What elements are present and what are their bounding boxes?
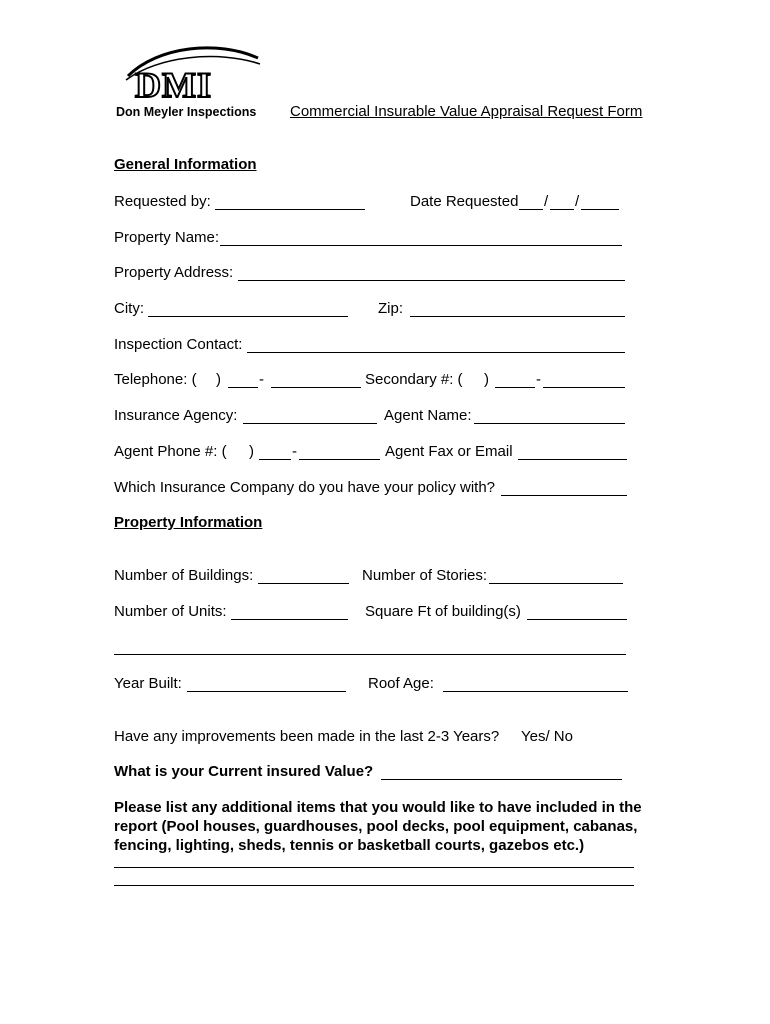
zip-label: Zip: xyxy=(378,300,404,317)
secondary-number-field[interactable] xyxy=(543,387,625,388)
agent-fax-field[interactable] xyxy=(518,459,627,460)
roof-age-field[interactable] xyxy=(443,691,628,692)
agent-phone-dash: - xyxy=(292,443,297,460)
secondary-label: Secondary #: ( xyxy=(365,371,463,388)
city-field[interactable] xyxy=(148,316,348,317)
agent-name-field[interactable] xyxy=(474,423,625,424)
zip-field[interactable] xyxy=(410,316,625,317)
form-title: Commercial Insurable Value Appraisal Request Form xyxy=(290,103,643,120)
number-of-units-field[interactable] xyxy=(231,619,348,620)
telephone-close-paren: ) xyxy=(216,371,221,388)
telephone-label: Telephone: ( xyxy=(114,371,197,388)
secondary-dash: - xyxy=(536,371,541,388)
telephone-dash: - xyxy=(259,371,264,388)
square-ft-label: Square Ft of building(s) xyxy=(365,603,521,620)
additional-items-field-2[interactable] xyxy=(114,885,634,886)
telephone-number-field[interactable] xyxy=(271,387,361,388)
roof-age-label: Roof Age: xyxy=(368,675,434,692)
agent-phone-number-field[interactable] xyxy=(299,459,380,460)
insurance-agency-label: Insurance Agency: xyxy=(114,407,238,424)
property-information-heading: Property Information xyxy=(114,514,263,531)
extra-property-line[interactable] xyxy=(114,654,626,655)
insurance-agency-field[interactable] xyxy=(243,423,377,424)
date-year-field[interactable] xyxy=(581,209,619,210)
number-of-stories-field[interactable] xyxy=(489,583,623,584)
property-name-field[interactable] xyxy=(220,245,622,246)
agent-phone-prefix-field[interactable] xyxy=(259,459,291,460)
year-built-field[interactable] xyxy=(187,691,346,692)
improvements-question: Have any improvements been made in the last 2-3 Years? xyxy=(114,728,500,745)
insurance-company-label: Which Insurance Company do you have your policy with? xyxy=(114,479,496,496)
company-logo xyxy=(118,40,268,110)
date-day-field[interactable] xyxy=(550,209,574,210)
insured-value-field[interactable] xyxy=(381,779,622,780)
number-of-buildings-field[interactable] xyxy=(258,583,349,584)
requested-by-label: Requested by: xyxy=(114,193,211,210)
requested-by-field[interactable] xyxy=(215,209,365,210)
number-of-stories-label: Number of Stories: xyxy=(362,567,488,584)
dmi-logo-mark xyxy=(118,40,268,110)
property-address-label: Property Address: xyxy=(114,264,234,281)
secondary-prefix-field[interactable] xyxy=(495,387,535,388)
agent-fax-label: Agent Fax or Email xyxy=(385,443,513,460)
improvements-yes-no[interactable]: Yes/ No xyxy=(521,728,573,745)
square-ft-field[interactable] xyxy=(527,619,627,620)
agent-phone-label: Agent Phone #: ( xyxy=(114,443,227,460)
additional-items-line-3: fencing, lighting, sheds, tennis or basketball courts, gazebos etc.) xyxy=(114,837,585,854)
year-built-label: Year Built: xyxy=(114,675,182,692)
inspection-contact-field[interactable] xyxy=(247,352,625,353)
agent-phone-close-paren: ) xyxy=(249,443,254,460)
insured-value-label: What is your Current insured Value? xyxy=(114,763,374,780)
date-slash-2: / xyxy=(575,193,580,210)
additional-items-line-1: Please list any additional items that you would like to have included in the xyxy=(114,799,642,816)
additional-items-field-1[interactable] xyxy=(114,867,634,868)
number-of-buildings-label: Number of Buildings: xyxy=(114,567,254,584)
company-name: Don Meyler Inspections xyxy=(116,105,257,119)
number-of-units-label: Number of Units: xyxy=(114,603,227,620)
date-slash-1: / xyxy=(544,193,549,210)
insurance-company-field[interactable] xyxy=(501,495,627,496)
secondary-close-paren: ) xyxy=(484,371,489,388)
date-month-field[interactable] xyxy=(519,209,543,210)
telephone-prefix-field[interactable] xyxy=(228,387,258,388)
property-address-field[interactable] xyxy=(238,280,625,281)
agent-name-label: Agent Name: xyxy=(384,407,472,424)
general-information-heading: General Information xyxy=(114,156,257,173)
logo-letters: DMI xyxy=(135,65,212,105)
property-name-label: Property Name: xyxy=(114,229,220,246)
additional-items-line-2: report (Pool houses, guardhouses, pool decks, pool equipment, cabanas, xyxy=(114,818,638,835)
city-label: City: xyxy=(114,300,144,317)
inspection-contact-label: Inspection Contact: xyxy=(114,336,243,353)
date-requested-label: Date Requested xyxy=(410,193,519,210)
